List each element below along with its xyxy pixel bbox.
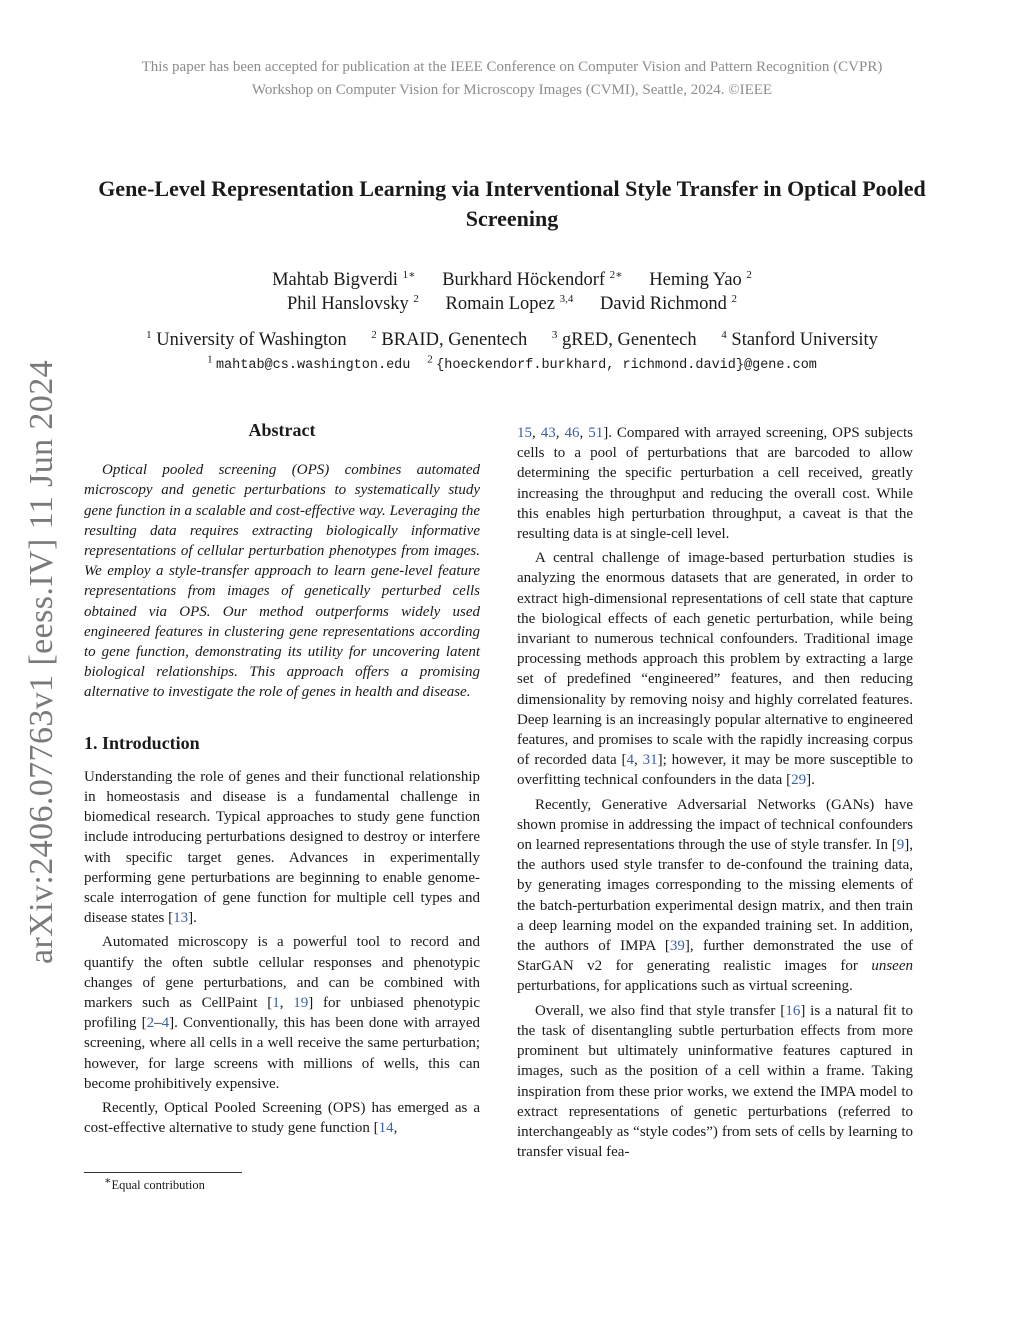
citation-link[interactable]: 14 xyxy=(378,1120,394,1137)
citation-link[interactable]: 46 xyxy=(564,425,580,441)
paragraph-text: ]. xyxy=(188,910,197,927)
emphasis-text: unseen xyxy=(871,958,913,975)
notice-line-1: This paper has been accepted for publication at the IEEE Conference on Computer Vision and Pattern Recognition (CVPR) xyxy=(141,59,883,75)
affiliation: BRAID, Genentech xyxy=(381,330,528,350)
paragraph-text: ]. Conventionally, this has been done with arrayed screening, where all cells in a well receive the same perturbation; however, for large screens with millions of wells, this can become prohibitively expensive. xyxy=(84,1015,480,1092)
citation-link[interactable]: 4 xyxy=(626,752,634,769)
citation-link[interactable]: 1 xyxy=(272,995,280,1012)
author-affil-mark: 2 xyxy=(731,292,738,305)
notice-line-2: Workshop on Computer Vision for Microscopy Images (CVMI), Seattle, 2024. ©IEEE xyxy=(251,82,773,98)
citation-link[interactable]: 16 xyxy=(785,1002,801,1019)
citation-link[interactable]: 51 xyxy=(588,425,604,441)
paragraph-text: Recently, Optical Pooled Screening (OPS) has emerged as a cost-effective alternative to study gene function [ xyxy=(84,1100,480,1137)
paper-title: Gene-Level Representation Learning via Interventional Style Transfer in Optical Pooled Screening xyxy=(98,176,926,231)
affiliation: University of Washington xyxy=(156,330,347,350)
citation-link[interactable]: 13 xyxy=(173,910,189,927)
author-name: Burkhard Höckendorf xyxy=(442,270,606,290)
citation-link[interactable]: 39 xyxy=(669,938,685,955)
paragraph-text: ]. Compared with arrayed screening, OPS subjects cells to a pool of perturbations that are barcoded to allow determining the specific perturbation a cell received, greatly increasing the throughput and reducing the overall cost. While this enables high perturbation throughput, a caveat is that the resulting data is at single-cell level. xyxy=(517,425,914,543)
paragraph-text: ], further demonstrated the use of StarGAN v2 for generating realistic images for xyxy=(517,938,914,975)
author-name: Romain Lopez xyxy=(445,294,555,314)
citation-link[interactable]: 4 xyxy=(161,1015,170,1032)
author-name: Mahtab Bigverdi xyxy=(272,270,398,290)
right-paragraph-3 xyxy=(517,795,913,997)
left-column xyxy=(84,420,480,1139)
email-address[interactable]: mahtab@cs.washington.edu xyxy=(215,358,411,373)
author-affil-mark: 3,4 xyxy=(559,292,574,305)
right-paragraph-4 xyxy=(517,1001,913,1163)
citation-link[interactable]: 2 xyxy=(146,1015,155,1032)
email-address[interactable]: {hoeckendorf.burkhard, richmond.david}@gene.com xyxy=(436,358,817,373)
affil-mark: 3 xyxy=(551,328,558,341)
affiliation: gRED, Genentech xyxy=(562,330,697,350)
citation-link[interactable]: 29 xyxy=(791,772,807,789)
paragraph-text: perturbations, for applications such as virtual screening. xyxy=(517,978,853,995)
paragraph-text: ]; however, it may be more susceptible to overfitting technical confounders in the data [ xyxy=(517,752,913,789)
author-name: Phil Hanslovsky xyxy=(286,294,409,314)
right-column xyxy=(517,423,913,1162)
affil-mark: 4 xyxy=(721,328,727,341)
intro-paragraph-3 xyxy=(84,1098,480,1138)
email-line xyxy=(60,354,964,376)
footnote-rule xyxy=(84,1172,242,1173)
affil-mark: 1 xyxy=(146,328,152,341)
paragraph-text: – xyxy=(154,1015,162,1032)
abstract-heading: Abstract xyxy=(248,420,316,440)
footnote-text: Equal contribution xyxy=(111,1178,205,1192)
paragraph-text: , xyxy=(279,995,294,1012)
author-name: Heming Yao xyxy=(649,270,742,290)
paragraph-text: , xyxy=(393,1120,398,1137)
author-list xyxy=(80,268,944,316)
email-mark: 2 xyxy=(427,353,433,366)
affiliation: Stanford University xyxy=(731,330,878,350)
paragraph-text: ], the authors used style transfer to de-confound the training data, by generating images corresponding to the missing elements of the batch-perturbation experimental design matrix, and then train a deep learning model on the expanded training set. In addition, the authors of IMPA [ xyxy=(517,837,913,955)
email-mark: 1 xyxy=(207,353,213,366)
citation-link[interactable]: 19 xyxy=(293,995,309,1012)
paragraph-text: Understanding the role of genes and their functional relationship in homeostasis and disease is a fundamental challenge in biomedical research. Typical approaches to study gene function include introducing perturbations designed to destroy or interfere with specific target genes. Advances in experimentally performing gene perturbations are beginning to enable genome-scale interrogation of gene function for multiple cell types and disease states [ xyxy=(84,768,480,927)
citation-link[interactable]: 9 xyxy=(896,837,905,854)
right-paragraph-1: 15, 43, 46, 51]. Compared with arrayed screening, OPS subjects cells to a pool of perturbations that are barcoded to allow determining the specific perturbation a cell received, greatly increasing the throughput and reducing the overall cost. While this enables high perturbation throughput, a caveat is that the resulting data is at single-cell level. xyxy=(517,425,914,543)
paragraph-text: A central challenge of image-based perturbation studies is analyzing the enormous datasets that are generated, in order to extract high-dimensional representations of cell state that capture the biological effects of each genetic perturbation, while being invariant to numerous technical confounders. Traditional image processing methods approach this problem by extracting a large set of predefined “engineered” features, and then reducing dimensionality by removing noisy and highly correlated features. Deep learning is an increasingly popular alternative to engineered features, and promises to scale with the rapidly increasing corpus of recorded data [ xyxy=(517,550,913,769)
citation-link[interactable]: 31 xyxy=(642,752,658,769)
paragraph-text: Automated microscopy is a powerful tool to record and quantify the often subtle cellular responses and phenotypic changes of gene perturbations, and can be combined with markers such as CellPaint [ xyxy=(84,934,480,1012)
citation-link[interactable]: 15 xyxy=(517,425,532,441)
section-heading-introduction: 1. Introduction xyxy=(84,732,200,753)
author-name: David Richmond xyxy=(599,294,727,314)
author-affil-mark: 1∗ xyxy=(402,268,416,281)
author-affil-mark: 2∗ xyxy=(609,268,623,281)
footnote-mark: ∗ xyxy=(104,1174,112,1187)
affiliation-list xyxy=(60,328,964,352)
publication-notice xyxy=(0,56,1024,102)
paragraph-text: ] for unbiased phenotypic profiling [ xyxy=(84,995,480,1032)
footnote xyxy=(104,1174,205,1193)
intro-paragraph-1 xyxy=(84,767,480,929)
citation-link[interactable]: 43 xyxy=(540,425,556,441)
paragraph-text: Recently, Generative Adversarial Networks (GANs) have shown promise in addressing the impact of technical confounders on learned representations through the use of style transfer. In [ xyxy=(517,796,913,854)
abstract-text: Optical pooled screening (OPS) combines automated microscopy and genetic perturbations to systematically study gene function in a scalable and cost-effective way. Leveraging the resulting data requires extracting biologically informative representations of cellular perturbation phenotypes from images. We employ a style-transfer approach to learn gene-level feature representations from images of genetically perturbed cells obtained via OPS. Our method outperforms widely used engineered features in clustering gene representations according to gene function, demonstrating its utility for uncovering latent biological relationships. This approach offers a promising alternative to investigate the role of genes in health and disease. xyxy=(84,462,480,701)
author-affil-mark: 2 xyxy=(746,268,752,281)
intro-paragraph-2 xyxy=(84,932,480,1094)
affil-mark: 2 xyxy=(371,328,377,341)
author-affil-mark: 2 xyxy=(413,292,419,305)
paragraph-text: ] is a natural fit to the task of disentangling subtle perturbation effects from more prominent but ultimately uninformative features captured in images, such as the position of a cell within a frame. Taking inspiration from these prior works, we extend the IMPA model to extract representations of genetic perturbations (referred to interchangeably as “style codes”) from sets of cells by learning to transfer visual fea- xyxy=(517,1002,913,1161)
paragraph-text: ]. xyxy=(806,772,815,789)
arxiv-stamp: arXiv:2406.07763v1 [eess.IV] 11 Jun 2024 xyxy=(23,360,60,964)
paragraph-text: Overall, we also find that style transfer [ xyxy=(535,1002,786,1019)
right-paragraph-2: A central challenge of image-based perturbation studies is analyzing the enormous datasets that are generated, in order to extract high-dimensional representations of cell state that capture the biological effects of each genetic perturbation, while being invariant to numerous technical confounders. Traditional image processing methods approach this problem by extracting a large set of predefined “engineered” features, and then reducing dimensionality by removing noisy and highly correlated features. Deep learning is an increasingly popular alternative to engineered features, and promises to scale with the rapidly increasing corpus of recorded data [4, 31]; however, it may be more susceptible to overfitting technical confounders in the data [29]. xyxy=(517,550,913,789)
